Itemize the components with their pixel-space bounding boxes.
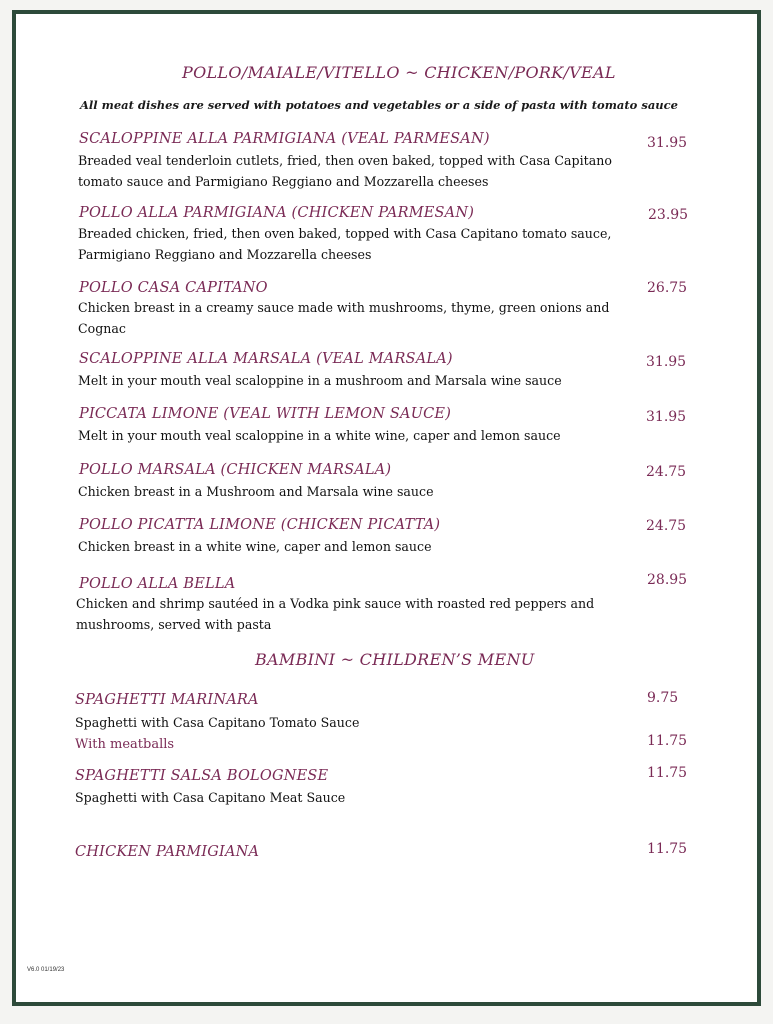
menu-item-price: 11.75 xyxy=(647,765,688,781)
menu-item-description: Breaded chicken, fried, then oven baked, topped with Casa Capitano tomato sauce, Parmigiano Reggiano and Mozzarella cheeses xyxy=(78,226,612,262)
menu-item-description: Breaded veal tenderloin cutlets, fried, then oven baked, topped with Casa Capitano tomato sauce and Parmigiano Reggiano and Mozzarella cheeses xyxy=(78,153,612,189)
menu-item-price: 31.95 xyxy=(646,354,687,370)
menu-item-name: SPAGHETTI MARINARA xyxy=(75,692,259,708)
menu-item-description: Melt in your mouth veal scaloppine in a mushroom and Marsala wine sauce xyxy=(78,373,562,388)
menu-item-price: 26.75 xyxy=(647,280,688,296)
menu-item-price: 11.75 xyxy=(647,841,688,857)
menu-item-description: Chicken and shrimp sautéed in a Vodka pink sauce with roasted red peppers and mushrooms, served with pasta xyxy=(76,596,595,632)
children-section-title: BAMBINI ~ CHILDREN’S MENU xyxy=(255,650,535,669)
menu-item-price: 9.75 xyxy=(647,690,679,706)
menu-item-name: POLLO PICATTA LIMONE (CHICKEN PICATTA) xyxy=(79,517,441,533)
meat-section-subtitle: All meat dishes are served with potatoes and vegetables or a side of pasta with tomato sauce xyxy=(80,98,678,112)
meat-section-title: POLLO/MAIALE/VITELLO ~ CHICKEN/PORK/VEAL xyxy=(182,63,616,82)
menu-item-name: SCALOPPINE ALLA MARSALA (VEAL MARSALA) xyxy=(79,351,453,367)
menu-item-name: POLLO ALLA PARMIGIANA (CHICKEN PARMESAN) xyxy=(79,205,475,221)
menu-item-extra-price: 11.75 xyxy=(647,733,688,749)
menu-item-description: Melt in your mouth veal scaloppine in a white wine, caper and lemon sauce xyxy=(78,428,561,443)
menu-item-price: 24.75 xyxy=(646,464,687,480)
menu-item-name: CHICKEN PARMIGIANA xyxy=(75,844,260,860)
menu-item-description: Spaghetti with Casa Capitano Tomato Sauce xyxy=(75,715,360,730)
menu-item-description: Chicken breast in a white wine, caper and lemon sauce xyxy=(78,539,432,554)
menu-item-price: 23.95 xyxy=(648,207,689,223)
menu-item-price: 24.75 xyxy=(646,518,687,534)
menu-item-name: POLLO CASA CAPITANO xyxy=(79,280,268,296)
menu-item-name: POLLO MARSALA (CHICKEN MARSALA) xyxy=(79,462,392,478)
menu-item-price: 31.95 xyxy=(646,409,687,425)
menu-item-description: Spaghetti with Casa Capitano Meat Sauce xyxy=(75,790,346,805)
menu-item-name: PICCATA LIMONE (VEAL WITH LEMON SAUCE) xyxy=(79,406,452,422)
menu-item-description: Chicken breast in a creamy sauce made with mushrooms, thyme, green onions and Cognac xyxy=(78,300,610,336)
version-label: V6.0 01/19/23 xyxy=(27,967,65,973)
menu-item-name: POLLO ALLA BELLA xyxy=(79,576,236,592)
menu-item-price: 31.95 xyxy=(647,135,688,151)
menu-item-extra: With meatballs xyxy=(75,737,175,752)
menu-item-description: Chicken breast in a Mushroom and Marsala wine sauce xyxy=(78,484,434,499)
menu-item-price: 28.95 xyxy=(647,572,688,588)
menu-item-name: SCALOPPINE ALLA PARMIGIANA (VEAL PARMESAN) xyxy=(79,131,490,147)
menu-item-name: SPAGHETTI SALSA BOLOGNESE xyxy=(75,768,329,784)
